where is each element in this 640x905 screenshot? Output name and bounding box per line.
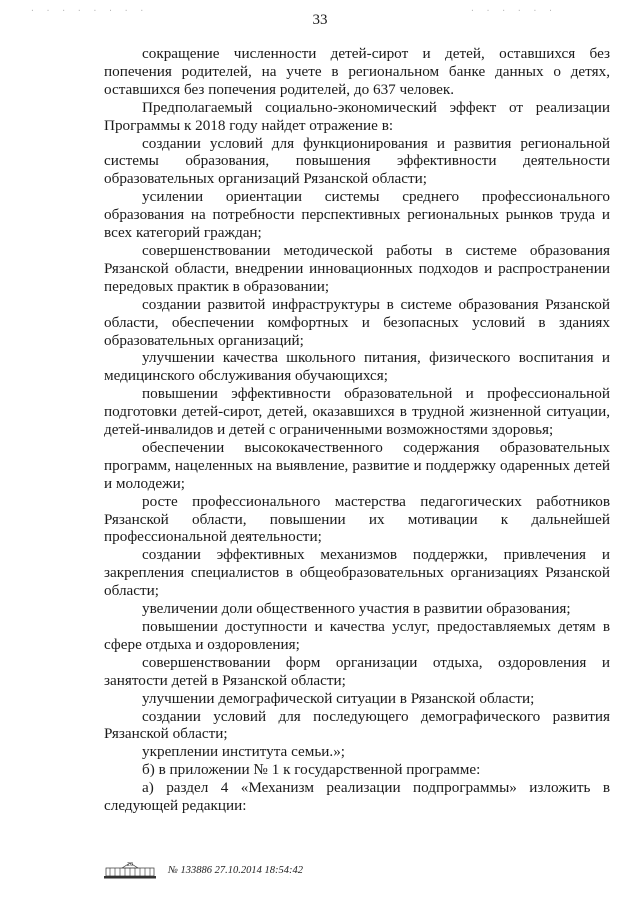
- paragraph: создании эффективных механизмов поддержки, привлечения и закрепления специалистов в общеобразовательных организациях Рязанской области;: [104, 546, 610, 600]
- scan-artifact: · · · · · · · ·: [30, 6, 148, 15]
- paragraph: росте профессионального мастерства педагогических работников Рязанской области, повышении их мотивации к дальнейшей профессиональной деятельности;: [104, 492, 610, 546]
- document-footer: [100, 858, 303, 882]
- paragraph: усилении ориентации системы среднего профессионального образования на потребности перспективных региональных рынков труда и всех категорий граждан;: [104, 188, 610, 242]
- paragraph: обеспечении высококачественного содержания образовательных программ, нацеленных на выявление, развитие и поддержку одаренных детей и молодежи;: [104, 438, 610, 492]
- scan-artifact: · · · · · ·: [470, 6, 556, 15]
- registration-info: № 133886 27.10.2014 18:54:42: [168, 864, 304, 876]
- paragraph: создании развитой инфраструктуры в системе образования Рязанской области, обеспечении комфортных и безопасных условий в зданиях образовательных организаций;: [104, 295, 610, 349]
- paragraph: сокращение численности детей-сирот и детей, оставшихся без попечения родителей, на учете в региональном банке данных о детях, оставшихся без попечения родителей, до 637 человек.: [104, 45, 610, 98]
- paragraph: повышении эффективности образовательной и профессиональной подготовки детей-сирот, детей, оказавшихся в трудной жизненной ситуации, детей-инвалидов и детей с ограниченными возможностями здоровья;: [104, 385, 610, 439]
- paragraph: а) раздел 4 «Механизм реализации подпрограммы» изложить в следующей редакции:: [104, 779, 610, 815]
- paragraph: создании условий для функционирования и развития региональной системы образования, повышения эффективности деятельности образовательных организаций Рязанской области;: [104, 134, 610, 188]
- paragraph: улучшении демографической ситуации в Рязанской области;: [142, 689, 535, 707]
- paragraph: повышении доступности и качества услуг, предоставляемых детям в сфере отдыха и оздоровления;: [104, 618, 610, 653]
- paragraph: увеличении доли общественного участия в развитии образования;: [142, 600, 571, 618]
- paragraph: улучшении качества школьного питания, физического воспитания и медицинского обслуживания обучающихся;: [104, 349, 610, 385]
- paragraph: б) в приложении № 1 к государственной программе:: [142, 761, 481, 779]
- paragraph: создании условий для последующего демографического развития Рязанской области;: [104, 707, 610, 743]
- page-number: 33: [312, 12, 328, 28]
- paragraph: Предполагаемый социально-экономический эффект от реализации Программы к 2018 году найдет отражение в:: [104, 98, 610, 134]
- paragraph: укреплении института семьи.»;: [142, 743, 346, 761]
- stamp-number: 20: [126, 862, 134, 868]
- registry-stamp-icon: [100, 860, 160, 880]
- paragraph: совершенствовании форм организации отдыха, оздоровления и занятости детей в Рязанской области;: [104, 653, 610, 689]
- document-body: [104, 45, 610, 815]
- paragraph: совершенствовании методической работы в системе образования Рязанской области, внедрении инновационных подходов и распространении передовых практик в образовании;: [104, 241, 610, 295]
